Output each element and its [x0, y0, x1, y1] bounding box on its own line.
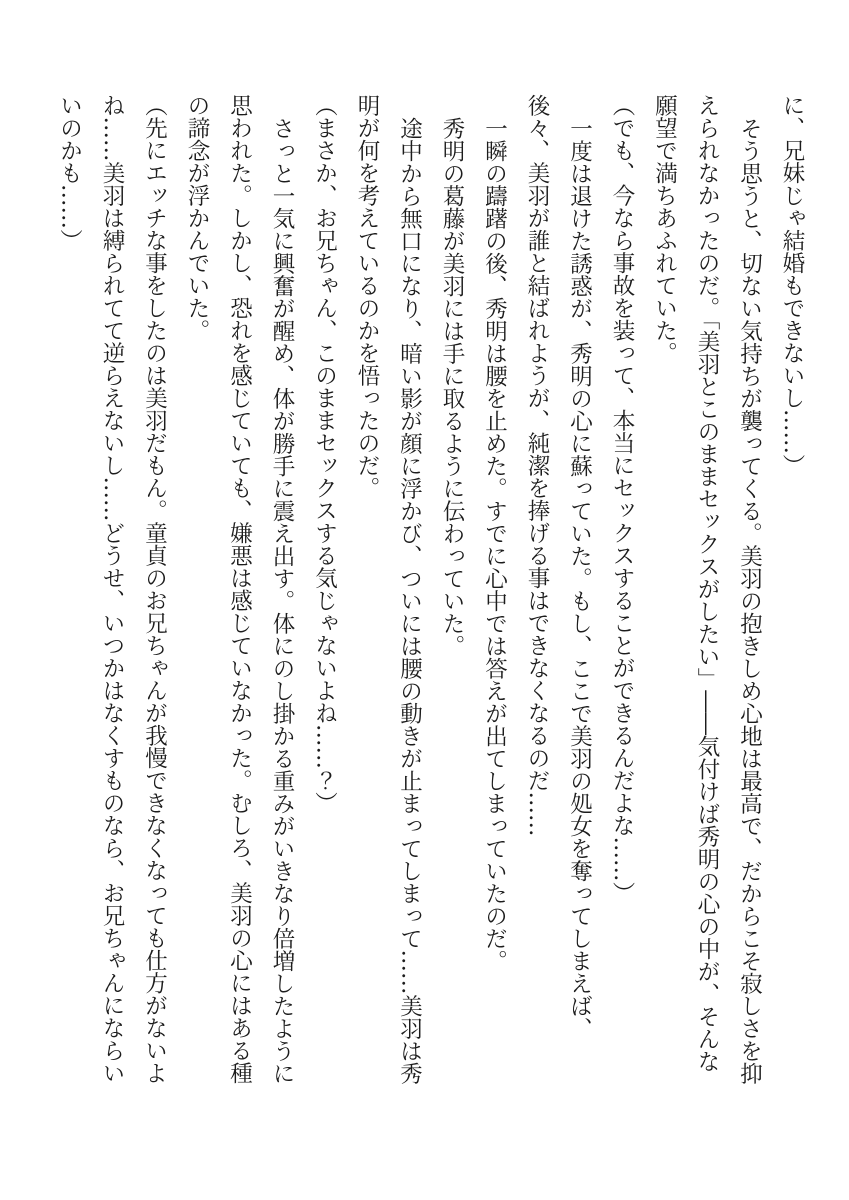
vertical-text-block [38, 94, 813, 1094]
paragraph-inner-monologue: （でも、今なら事故を装って、本当にセックスすることができるんだよな……） [609, 94, 635, 904]
paragraph-narration: そう思うと、切ない気持ちが襲ってくる。美羽の抱きしめ心地は最高で、だからこそ寂しさを抑えられなかったのだ。「美羽とこのままセックスがしたい」――気付けば秀明の心の中が、そんな願望で満ちあふれていた。 [651, 94, 763, 1084]
paragraph-inner-monologue: （先にエッチな事をしたのは美羽だもん。童貞のお兄ちゃんが我慢できなくなっても仕方がないよね……美羽は縛られてて逆らえないし……どうせ、いつかはなくすものなら、お兄ちゃんにならいいのかも……） [56, 94, 168, 1084]
paragraph-narration: 一瞬の躊躇の後、秀明は腰を止めた。すでに心中では答えが出てしまっていたのだ。 [481, 116, 508, 972]
paragraph-narration: 秀明の葛藤が美羽には手に取るように伝わっていた。 [439, 116, 465, 657]
paragraph-narration: 一度は退けた誘惑が、秀明の心に蘇っていた。もし、ここで美羽の処女を奪ってしまえば、後々、美羽が誰と結ばれようが、純潔を捧げる事はできなくなるのだ…… [524, 94, 593, 1039]
paragraph-inner-monologue: （まさか、お兄ちゃん、このままセックスする気じゃないよね……？） [311, 94, 338, 814]
paragraph-narration: 途中から無口になり、暗い影が顔に浮かび、ついには腰の動きが止まってしまって……美羽は秀明が何を考えているのかを悟ったのだ。 [354, 94, 423, 1084]
paragraph-continuation: に、兄妹じゃ結婚もできないし……） [779, 94, 805, 477]
paragraph-narration: さっと一気に興奮が醒め、体が勝手に震え出す。体にのし掛かる重みがいきなり倍増したように思われた。しかし、恐れを感じていても、嫌悪は感じていなかった。むしろ、美羽の心にはある種の諦念が浮かんでいた。 [184, 94, 295, 1084]
